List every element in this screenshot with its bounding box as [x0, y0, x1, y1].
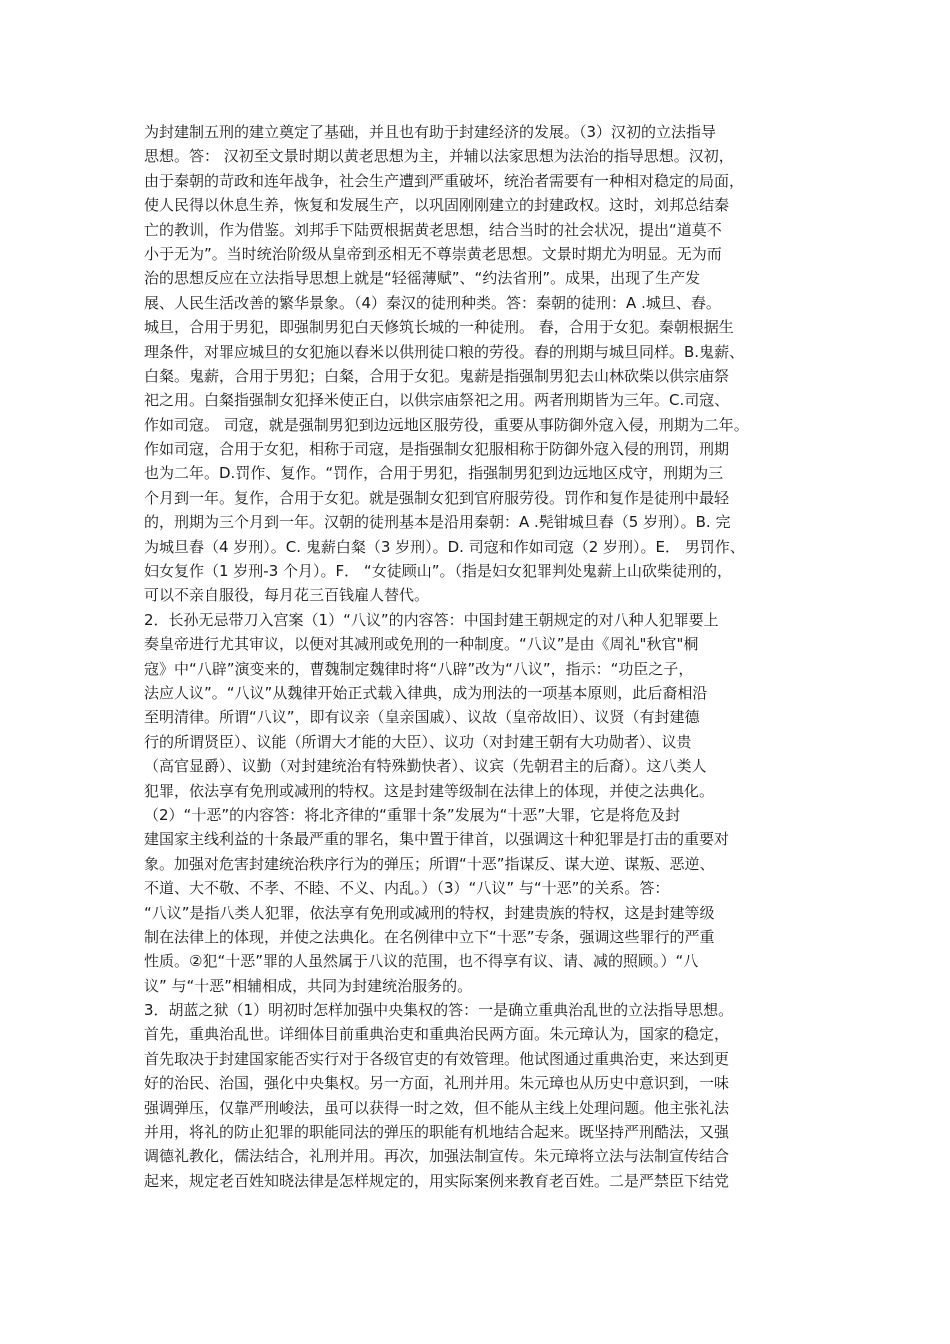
text-line: 理条件，对罪应城旦的女犯施以舂米以供刑徒口粮的劳役。舂的刑期与城旦同样。B.鬼薪、: [144, 342, 745, 361]
text-line: 至明清律。所谓“八议”，即有议亲（皇亲国戚）、议故（皇帝故旧）、议贤（有封建德: [144, 708, 700, 727]
text-line: 奏皇帝进行尤其审议，以便对其减刑或免刑的一种制度。“八议”是由《周礼"秋官"桐: [144, 635, 699, 654]
text-line: 强调弹压，仅靠严刑峻法，虽可以获得一时之效，但不能从主线上处理问题。他主张礼法: [144, 1098, 730, 1117]
text-line: 建国家主线利益的十条最严重的罪名，集中置于律首，以强调这十种犯罪是打击的重要对: [144, 830, 730, 849]
text-line: 也为二年。D.罚作、复作。“罚作，合用于男犯，指强制男犯到边远地区戍守，刑期为三: [144, 464, 724, 483]
text-line: 亡的教训，作为借鉴。刘邦手下陆贾根据黄老思想，结合当时的社会状况，提出“道莫不: [144, 220, 722, 239]
text-line: 由于秦朝的苛政和连年战争，社会生产遭到严重破坏，统治者需要有一种相对稳定的局面，: [144, 171, 745, 190]
text-line: 展、人民生活改善的繁华景象。（4）秦汉的徒刑种类。答：秦朝的徒刑：A .城旦、舂。: [144, 293, 721, 312]
text-line: 性质。②犯“十恶”罪的人虽然属于八议的范围，也不得享有议、请、减的照顾。）“八: [144, 952, 699, 971]
text-line: 白粲。鬼薪，合用于男犯；白粲，合用于女犯。鬼薪是指强制男犯去山林砍柴以供宗庙祭: [144, 366, 730, 385]
text-line: 象。加强对危害封建统治秩序行为的弹压；所谓“十恶”指谋反、谋大逆、谋叛、恶逆、: [144, 854, 715, 873]
text-line: 妇女复作（1 岁刑-3 个月）。F． “女徒顾山”。（指是妇女犯罪判处鬼薪上山砍柴徒刑的，: [144, 562, 732, 581]
text-line: 起来，规定老百姓知晓法律是怎样规定的，用实际案例来教育老百姓。二是严禁臣下结党: [144, 1171, 730, 1190]
text-line: 作如司寇，合用于女犯，相称于司寇，是指强制女犯服相称于防御外寇入侵的刑罚，刑期: [144, 440, 730, 459]
text-line: 个月到一年。复作，合用于女犯。就是强制女犯到官府服劳役。罚作和复作是徒刑中最轻: [144, 488, 730, 507]
text-line: 城旦，合用于男犯，即强制男犯白天修筑长城的一种徒刑。 舂，合用于女犯。秦朝根据生: [144, 318, 734, 337]
text-line: 使人民得以休息生养，恢复和发展生产，以巩固刚刚建立的封建政权。这时，刘邦总结秦: [144, 196, 730, 215]
text-line: 首先取决于封建国家能否实行对于各级官吏的有效管理。他试图通过重典治吏，来达到更: [144, 1049, 730, 1068]
text-line: 寇》中“八辟”演变来的，曹魏制定魏律时将“八辟”改为“八议”，指示：“功臣之子，: [144, 659, 694, 678]
text-line: 并用，将礼的防止犯罪的职能同法的弹压的职能有机地结合起来。既坚持严刑酷法，又强: [144, 1123, 730, 1142]
text-line: 思想。答： 汉初至文景时期以黄老思想为主，并辅以法家思想为法治的指导思想。汉初，: [144, 147, 734, 166]
text-line: 治的思想反应在立法指导思想上就是“轻徭薄赋”、“约法省刑”。成果，出现了生产发: [144, 269, 701, 288]
text-line: 祀之用。白粲指强制女犯择米使正白，以供宗庙祭祀之用。两者刑期皆为三年。C.司寇、: [144, 391, 730, 410]
text-line: 法应人议”。“八议”从魏律开始正式载入律典，成为刑法的一项基本原则，此后裔相沿: [144, 683, 708, 702]
text-line: “八议”是指八类人犯罪，依法享有免刑或减刑的特权，封建贵族的特权，这是封建等级: [144, 903, 715, 922]
text-line: 不道、大不敬、不孝、不睦、不义、内乱。）（3）“八议” 与“十恶”的关系。答：: [144, 879, 670, 898]
text-line: 好的治民、治国，强化中央集权。另一方面，礼刑并用。朱元璋也从历史中意识到，一味: [144, 1074, 730, 1093]
text-line: 为封建制五刑的建立奠定了基础，并且也有助于封建经济的发展。（3）汉初的立法指导: [144, 123, 717, 141]
text-line: 制在法律上的体现，并使之法典化。在名例律中立下“十恶”专条，强调这些罪行的严重: [144, 927, 715, 946]
text-line: 调德礼教化，儒法结合，礼刑并用。再次，加强法制宣传。朱元璋将立法与法制宣传结合: [144, 1147, 730, 1166]
text-line: （高官显爵）、议勤（对封建统治有特殊勤快者）、议宾（先朝君主的后裔）。这八类人: [144, 757, 707, 776]
text-line: 小于无为”。当时统治阶级从皇帝到丞相无不尊崇黄老思想。文景时期尤为明显。无为而: [144, 244, 722, 263]
text-line: 首先，重典治乱世。详细体目前重典治吏和重典治民两方面。朱元璋认为，国家的稳定，: [144, 1025, 730, 1044]
text-line: 可以不亲自服役，每月花三百钱雇人替代。: [144, 586, 430, 605]
document-page: [144, 120, 814, 1193]
text-line: 议” 与“十恶”相辅相成，共同为封建统治服务的。: [144, 976, 473, 995]
text-line: 2．长孙无忌带刀入宫案（1）“八议”的内容答：中国封建王朝规定的对八种人犯罪要上: [144, 610, 719, 629]
text-line: 行的所谓贤臣）、议能（所谓大才能的大臣）、议功（对封建王朝有大功勋者）、议贵: [144, 732, 692, 751]
text-line: 3．胡蓝之狱（1）明初时怎样加强中央集权的答：一是确立重典治乱世的立法指导思想。: [144, 1001, 734, 1020]
text-line: 的，刑期为三个月到一年。汉朝的徒刑基本是沿用秦朝：A .髡钳城旦舂（5 岁刑）。B. 完: [144, 513, 731, 532]
text-line: 作如司寇。 司寇，就是强制男犯到边远地区服劳役，重要从事防御外寇入侵，刑期为二年。: [144, 415, 749, 434]
text-line: 犯罪，依法享有免刑或减刑的特权。这是封建等级制在法律上的体现，并使之法典化。: [144, 781, 715, 800]
text-line: （2）“十恶”的内容答：将北齐律的“重罪十条”发展为“十恶”大罪，它是将危及封: [144, 805, 681, 824]
text-line: 为城旦舂（4 岁刑）。C. 鬼薪白粲（3 岁刑）。D. 司寇和作如司寇（2 岁刑）。E． 男罚作、: [144, 537, 745, 556]
